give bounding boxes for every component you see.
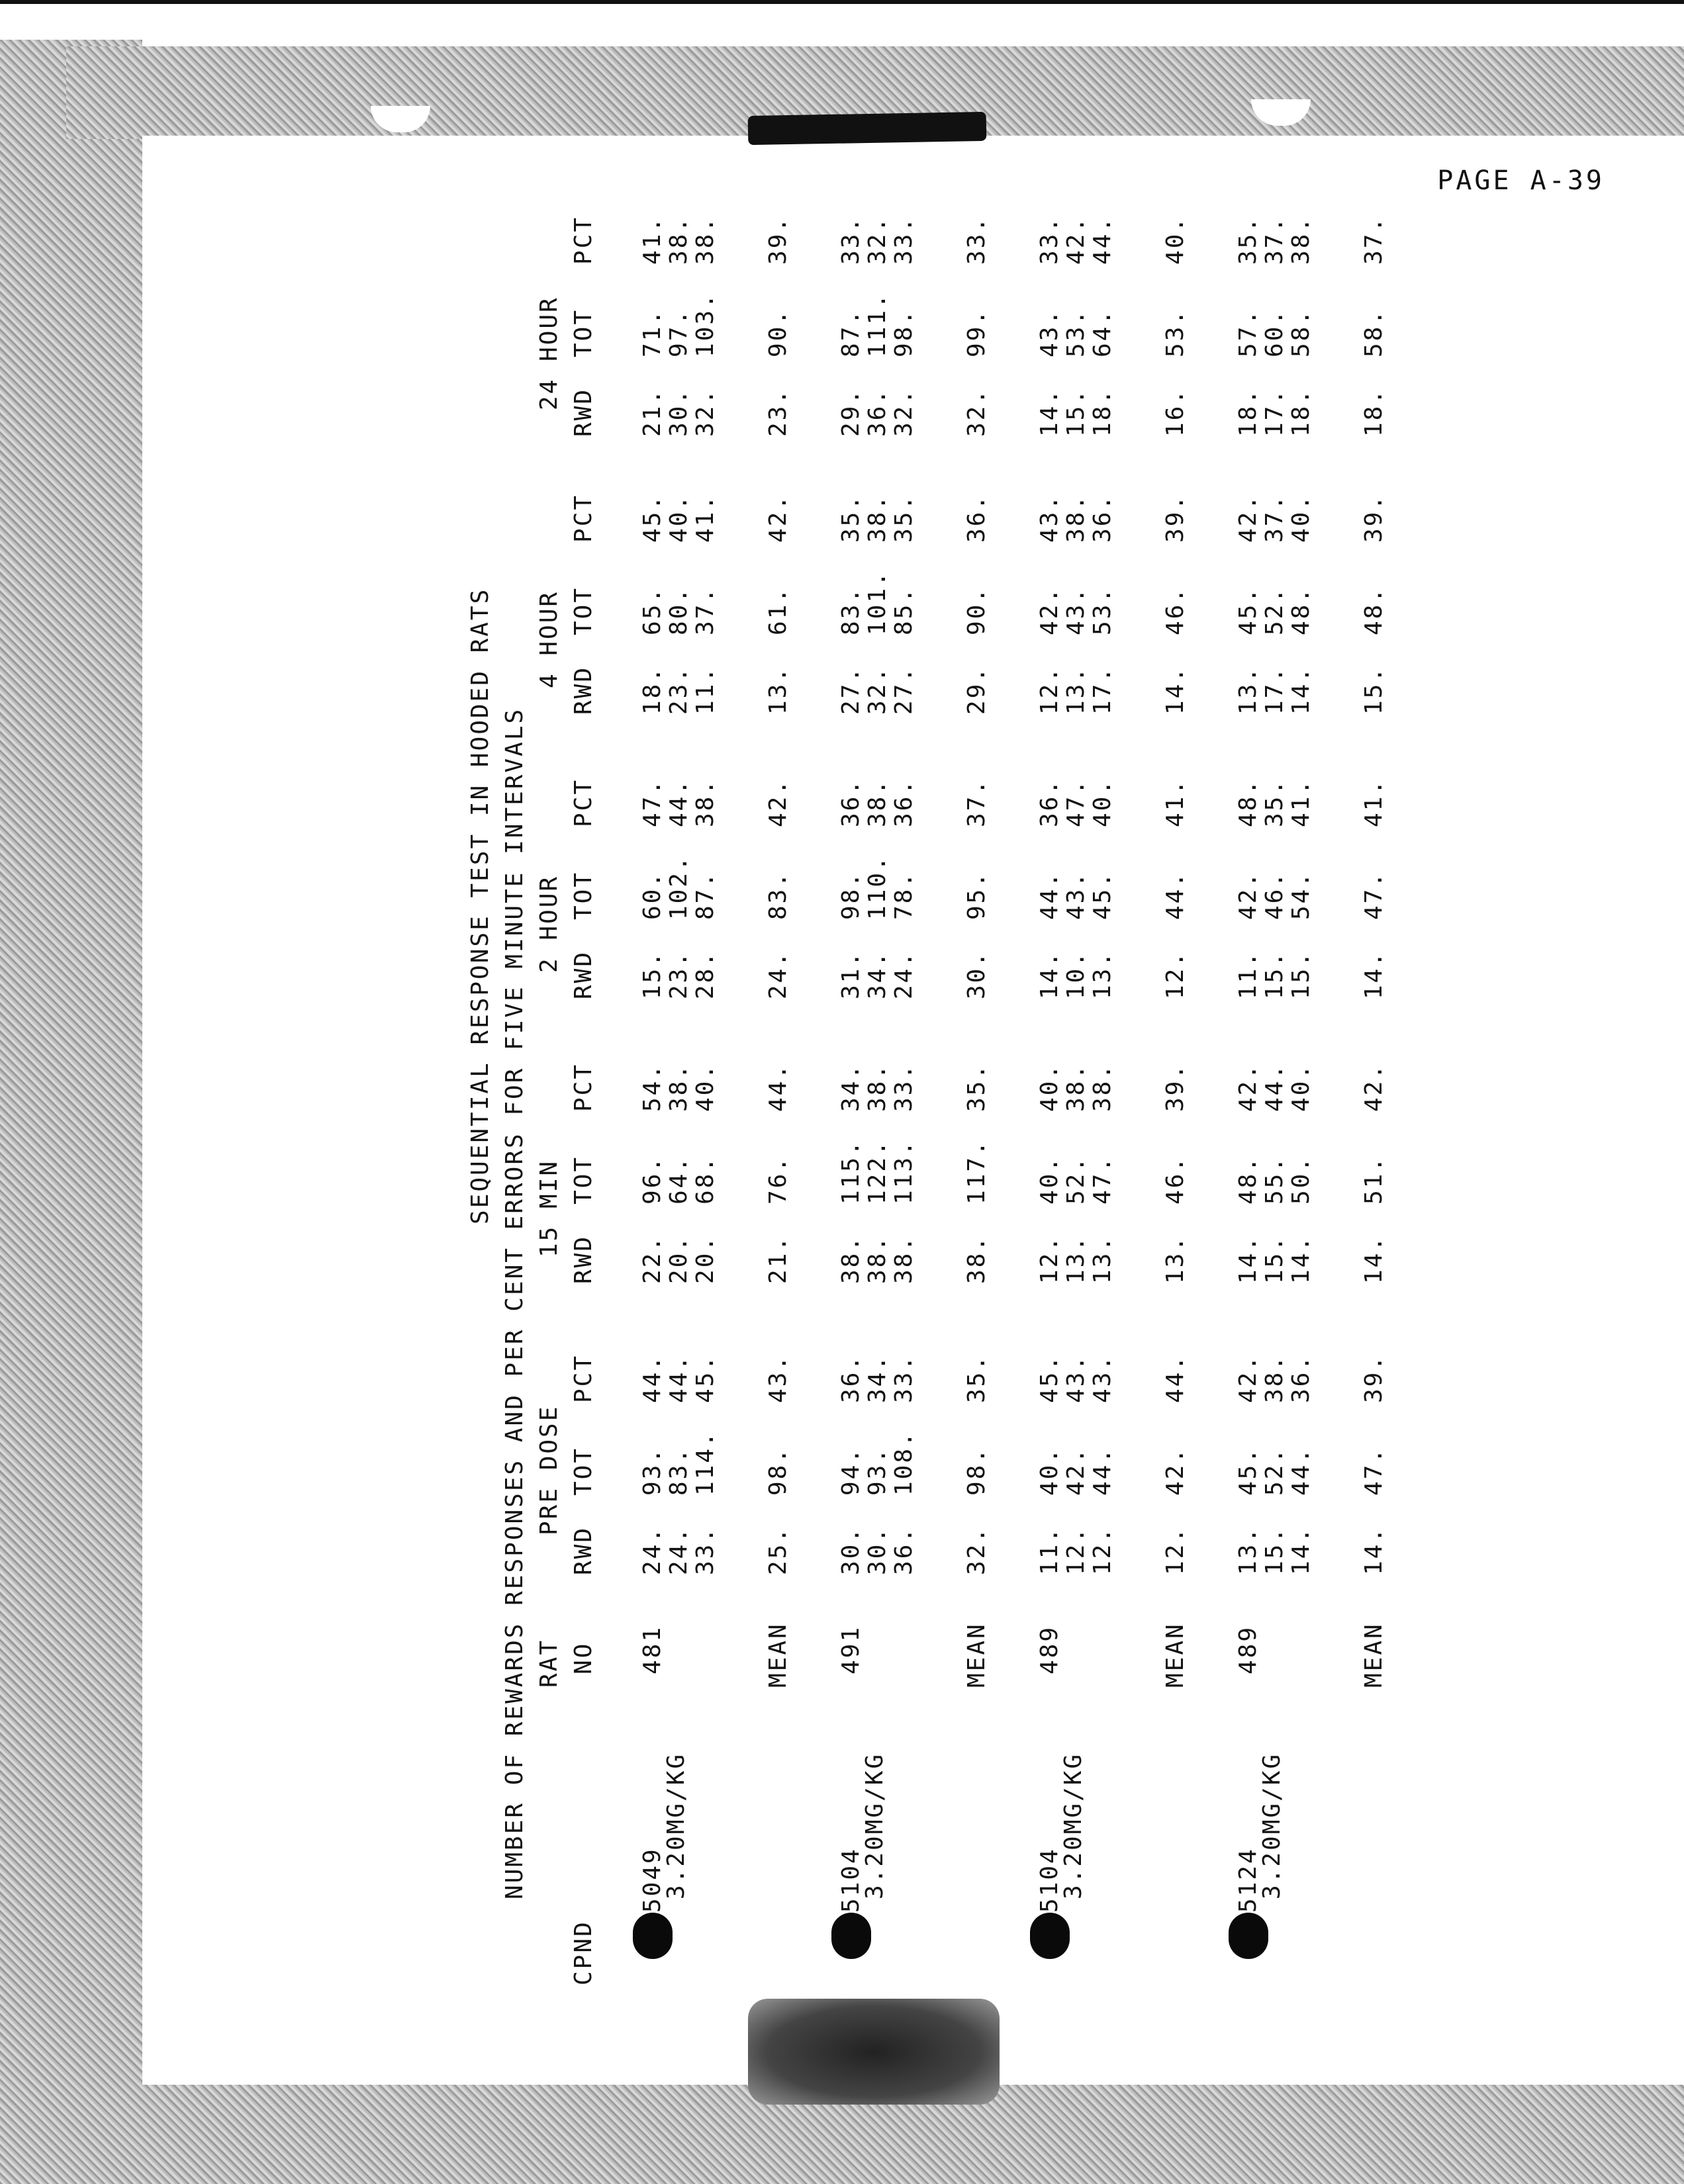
table-cell: 44.: [665, 1353, 692, 1403]
table-cell: 38.: [1062, 493, 1090, 543]
mean-cell: 15.: [1360, 665, 1387, 715]
table-cell: 11.: [692, 665, 719, 715]
table-cell: 11.: [1235, 950, 1262, 999]
rotated-table: [463, 215, 1417, 1985]
mean-cell: 53.: [1162, 308, 1189, 357]
table-cell: 122.: [864, 1139, 891, 1205]
table-cell: 54.: [1287, 870, 1315, 920]
mean-cell: 12.: [1162, 1525, 1189, 1575]
mean-cell: 95.: [963, 870, 990, 920]
tape-strip: [748, 112, 987, 145]
mean-cell: 76.: [765, 1155, 792, 1205]
mean-cell: 42.: [1162, 1446, 1189, 1496]
page-number: PAGE A-39: [1437, 165, 1605, 196]
mean-cell: 36.: [963, 493, 990, 543]
table-cell: 38.: [665, 215, 692, 265]
mean-cell: 25.: [765, 1525, 792, 1575]
table-cell: 38.: [692, 778, 719, 827]
table-cell: 12.: [1089, 1525, 1116, 1575]
header-cpnd: CPND: [570, 1920, 597, 1985]
table-cell: 43.: [1062, 870, 1090, 920]
table-cell: 22.: [639, 1234, 666, 1284]
mean-cell: 90.: [765, 308, 792, 357]
subheader-tot: TOT: [570, 1446, 597, 1496]
mean-label: MEAN: [963, 1622, 990, 1688]
subheader-tot: TOT: [570, 870, 597, 920]
table-cell: 53.: [1089, 586, 1116, 635]
compound-id: 5104: [837, 1847, 865, 1913]
header-rat: RAT: [536, 1638, 563, 1688]
table-cell: 110.: [864, 854, 891, 920]
top-rule: [0, 0, 1684, 17]
mean-cell: 40.: [1162, 215, 1189, 265]
mean-cell: 61.: [765, 586, 792, 635]
table-cell: 18.: [1089, 387, 1116, 437]
mean-cell: 51.: [1360, 1155, 1387, 1205]
table-cell: 64.: [665, 1155, 692, 1205]
table-cell: 17.: [1261, 387, 1288, 437]
table-cell: 33.: [890, 215, 917, 265]
table-cell: 40.: [1036, 1155, 1063, 1205]
table-cell: 33.: [692, 1525, 719, 1575]
subheader-pct: PCT: [570, 1062, 597, 1112]
mean-label: MEAN: [1162, 1622, 1189, 1688]
rat-number: 489: [1235, 1625, 1262, 1674]
table-cell: 44.: [1089, 1446, 1116, 1496]
table-cell: 24.: [639, 1525, 666, 1575]
table-cell: 38.: [890, 1234, 917, 1284]
table-cell: 12.: [1036, 665, 1063, 715]
mean-cell: 23.: [765, 387, 792, 437]
table-cell: 42.: [1062, 215, 1090, 265]
table-cell: 34.: [864, 950, 891, 999]
mean-cell: 39.: [1360, 1353, 1387, 1403]
subheader-rwd: RWD: [570, 1525, 597, 1575]
table-cell: 33.: [1036, 215, 1063, 265]
mean-cell: 99.: [963, 308, 990, 357]
table-cell: 14.: [1287, 1525, 1315, 1575]
mean-cell: 21.: [765, 1234, 792, 1284]
table-cell: 47.: [1062, 778, 1090, 827]
mean-cell: 39.: [1162, 493, 1189, 543]
table-cell: 45.: [1089, 870, 1116, 920]
mean-cell: 46.: [1162, 1155, 1189, 1205]
mean-cell: 29.: [963, 665, 990, 715]
mean-cell: 32.: [963, 1525, 990, 1575]
mean-cell: 42.: [765, 778, 792, 827]
table-cell: 35.: [837, 493, 865, 543]
table-cell: 37.: [1261, 215, 1288, 265]
table-cell: 18.: [1235, 387, 1262, 437]
table-cell: 15.: [1261, 950, 1288, 999]
table-cell: 15.: [639, 950, 666, 999]
table-cell: 30.: [837, 1525, 865, 1575]
table-cell: 102.: [665, 854, 692, 920]
table-cell: 52.: [1261, 586, 1288, 635]
table-cell: 57.: [1235, 308, 1262, 357]
table-cell: 43.: [1062, 1353, 1090, 1403]
table-cell: 98.: [890, 308, 917, 357]
table-cell: 60.: [1261, 308, 1288, 357]
table-cell: 36.: [890, 1525, 917, 1575]
mean-cell: 41.: [1162, 778, 1189, 827]
mean-cell: 44.: [1162, 870, 1189, 920]
table-cell: 53.: [1062, 308, 1090, 357]
mean-cell: 14.: [1360, 950, 1387, 999]
table-cell: 14.: [1036, 387, 1063, 437]
header-no: NO: [570, 1641, 597, 1674]
table-cell: 38.: [1287, 215, 1315, 265]
header-predose: PRE DOSE: [536, 1404, 563, 1535]
subheader-pct: PCT: [570, 1353, 597, 1403]
table-cell: 36.: [1036, 778, 1063, 827]
table-cell: 40.: [1036, 1062, 1063, 1112]
table-cell: 42.: [1062, 1446, 1090, 1496]
mean-cell: 39.: [1360, 493, 1387, 543]
compound-id: 5104: [1036, 1847, 1063, 1913]
header-2hour: 2 HOUR: [536, 874, 563, 973]
mean-cell: 13.: [1162, 1234, 1189, 1284]
table-cell: 32.: [864, 215, 891, 265]
table-cell: 55.: [1261, 1155, 1288, 1205]
redaction-mark: [1229, 1913, 1268, 1959]
subheader-pct: PCT: [570, 493, 597, 543]
table-cell: 93.: [639, 1446, 666, 1496]
mean-cell: 24.: [765, 950, 792, 999]
table-cell: 23.: [665, 950, 692, 999]
table-cell: 64.: [1089, 308, 1116, 357]
table-cell: 40.: [1287, 493, 1315, 543]
mean-cell: 32.: [963, 387, 990, 437]
mean-cell: 14.: [1360, 1234, 1387, 1284]
mean-cell: 44.: [1162, 1353, 1189, 1403]
table-cell: 83.: [837, 586, 865, 635]
subheader-rwd: RWD: [570, 950, 597, 999]
subheader-rwd: RWD: [570, 387, 597, 437]
table-cell: 12.: [1062, 1525, 1090, 1575]
table-cell: 13.: [1089, 950, 1116, 999]
table-cell: 44.: [1287, 1446, 1315, 1496]
mean-cell: 37.: [963, 778, 990, 827]
table-cell: 65.: [639, 586, 666, 635]
mean-cell: 83.: [765, 870, 792, 920]
table-cell: 103.: [692, 292, 719, 357]
table-cell: 52.: [1261, 1446, 1288, 1496]
table-cell: 60.: [639, 870, 666, 920]
table-cell: 40.: [665, 493, 692, 543]
table-cell: 52.: [1062, 1155, 1090, 1205]
table-cell: 34.: [837, 1062, 865, 1112]
table-cell: 47.: [639, 778, 666, 827]
table-cell: 13.: [1235, 665, 1262, 715]
table-cell: 13.: [1062, 665, 1090, 715]
table-cell: 17.: [1089, 665, 1116, 715]
table-cell: 44.: [665, 778, 692, 827]
table-cell: 32.: [692, 387, 719, 437]
mean-cell: 16.: [1162, 387, 1189, 437]
table-cell: 38.: [692, 215, 719, 265]
table-cell: 15.: [1261, 1525, 1288, 1575]
table-cell: 36.: [837, 1353, 865, 1403]
table-cell: 40.: [692, 1062, 719, 1112]
table-cell: 45.: [639, 493, 666, 543]
table-cell: 33.: [837, 215, 865, 265]
table-cell: 101.: [864, 570, 891, 635]
table-cell: 78.: [890, 870, 917, 920]
mean-cell: 13.: [765, 665, 792, 715]
mean-cell: 18.: [1360, 387, 1387, 437]
subheader-tot: TOT: [570, 1155, 597, 1205]
table-cell: 113.: [890, 1139, 917, 1205]
table-cell: 41.: [692, 493, 719, 543]
table-cell: 43.: [1062, 586, 1090, 635]
table-subtitle: NUMBER OF REWARDS RESPONSES AND PER CENT ERRORS FOR FIVE MINUTE INTERVALS: [501, 707, 528, 1899]
table-cell: 14.: [1287, 665, 1315, 715]
mean-label: MEAN: [765, 1622, 792, 1688]
table-cell: 97.: [665, 308, 692, 357]
table-cell: 44.: [1261, 1062, 1288, 1112]
table-cell: 36.: [837, 778, 865, 827]
table-cell: 40.: [1089, 778, 1116, 827]
table-cell: 20.: [692, 1234, 719, 1284]
table-cell: 44.: [1089, 215, 1116, 265]
table-cell: 35.: [890, 493, 917, 543]
table-cell: 46.: [1261, 870, 1288, 920]
mean-cell: 39.: [765, 215, 792, 265]
table-cell: 33.: [890, 1353, 917, 1403]
table-cell: 93.: [864, 1446, 891, 1496]
table-cell: 37.: [692, 586, 719, 635]
table-cell: 108.: [890, 1430, 917, 1496]
compound-dose: 3.20MG/KG: [861, 1752, 888, 1899]
rat-number: 489: [1036, 1625, 1063, 1674]
table-cell: 94.: [837, 1446, 865, 1496]
table-cell: 11.: [1036, 1525, 1063, 1575]
table-cell: 87.: [692, 870, 719, 920]
mean-cell: 42.: [1360, 1062, 1387, 1112]
table-cell: 38.: [864, 1062, 891, 1112]
table-cell: 36.: [864, 387, 891, 437]
redaction-mark: [1030, 1913, 1070, 1959]
mean-cell: 98.: [765, 1446, 792, 1496]
redaction-smudge: [748, 1999, 1000, 2105]
table-cell: 80.: [665, 586, 692, 635]
table-cell: 96.: [639, 1155, 666, 1205]
table-cell: 35.: [1235, 215, 1262, 265]
table-cell: 30.: [864, 1525, 891, 1575]
table-cell: 30.: [665, 387, 692, 437]
table-cell: 31.: [837, 950, 865, 999]
table-cell: 36.: [1089, 493, 1116, 543]
table-cell: 114.: [692, 1430, 719, 1496]
table-cell: 28.: [692, 950, 719, 999]
table-cell: 13.: [1062, 1234, 1090, 1284]
table-cell: 48.: [1235, 1155, 1262, 1205]
table-cell: 83.: [665, 1446, 692, 1496]
table-cell: 43.: [1036, 493, 1063, 543]
table-cell: 38.: [1089, 1062, 1116, 1112]
table-cell: 38.: [864, 493, 891, 543]
compound-id: 5049: [639, 1847, 666, 1913]
table-cell: 14.: [1235, 1234, 1262, 1284]
table-cell: 15.: [1062, 387, 1090, 437]
mean-cell: 37.: [1360, 215, 1387, 265]
table-cell: 32.: [864, 665, 891, 715]
mean-cell: 43.: [765, 1353, 792, 1403]
table-cell: 40.: [1036, 1446, 1063, 1496]
table-cell: 98.: [837, 870, 865, 920]
table-cell: 18.: [639, 665, 666, 715]
table-cell: 34.: [864, 1353, 891, 1403]
table-cell: 85.: [890, 586, 917, 635]
table-cell: 36.: [890, 778, 917, 827]
subheader-rwd: RWD: [570, 665, 597, 715]
table-cell: 20.: [665, 1234, 692, 1284]
table-cell: 47.: [1089, 1155, 1116, 1205]
mean-label: MEAN: [1360, 1622, 1387, 1688]
table-cell: 29.: [837, 387, 865, 437]
table-cell: 38.: [864, 778, 891, 827]
table-cell: 43.: [1036, 308, 1063, 357]
compound-id: 5124: [1235, 1847, 1262, 1913]
redaction-mark: [831, 1913, 871, 1959]
table-cell: 38.: [1261, 1353, 1288, 1403]
subheader-tot: TOT: [570, 308, 597, 357]
mean-cell: 42.: [765, 493, 792, 543]
table-cell: 38.: [864, 1234, 891, 1284]
table-cell: 23.: [665, 665, 692, 715]
subheader-pct: PCT: [570, 778, 597, 827]
table-cell: 13.: [1089, 1234, 1116, 1284]
table-cell: 68.: [692, 1155, 719, 1205]
mean-cell: 47.: [1360, 870, 1387, 920]
table-cell: 43.: [1089, 1353, 1116, 1403]
table-cell: 41.: [1287, 778, 1315, 827]
rat-number: 481: [639, 1625, 666, 1674]
compound-dose: 3.20MG/KG: [663, 1752, 690, 1899]
table-cell: 18.: [1287, 387, 1315, 437]
table-cell: 24.: [890, 950, 917, 999]
table-cell: 58.: [1287, 308, 1315, 357]
table-cell: 21.: [639, 387, 666, 437]
table-cell: 38.: [837, 1234, 865, 1284]
mean-cell: 35.: [963, 1062, 990, 1112]
table-cell: 71.: [639, 308, 666, 357]
table-cell: 50.: [1287, 1155, 1315, 1205]
table-cell: 45.: [1235, 586, 1262, 635]
table-cell: 33.: [890, 1062, 917, 1112]
table-cell: 13.: [1235, 1525, 1262, 1575]
mean-cell: 98.: [963, 1446, 990, 1496]
table-cell: 10.: [1062, 950, 1090, 999]
compound-dose: 3.20MG/KG: [1060, 1752, 1087, 1899]
table-cell: 15.: [1287, 950, 1315, 999]
mean-cell: 12.: [1162, 950, 1189, 999]
mean-cell: 117.: [963, 1139, 990, 1205]
mean-cell: 46.: [1162, 586, 1189, 635]
table-cell: 38.: [1062, 1062, 1090, 1112]
table-cell: 44.: [639, 1353, 666, 1403]
table-cell: 42.: [1036, 586, 1063, 635]
mean-cell: 38.: [963, 1234, 990, 1284]
table-cell: 27.: [890, 665, 917, 715]
table-cell: 48.: [1287, 586, 1315, 635]
mean-cell: 33.: [963, 215, 990, 265]
table-cell: 36.: [1287, 1353, 1315, 1403]
table-cell: 40.: [1287, 1062, 1315, 1112]
mean-cell: 14.: [1360, 1525, 1387, 1575]
table-cell: 14.: [1287, 1234, 1315, 1284]
mean-cell: 30.: [963, 950, 990, 999]
table-cell: 32.: [890, 387, 917, 437]
header-15min: 15 MIN: [536, 1159, 563, 1257]
mean-cell: 44.: [765, 1062, 792, 1112]
table-cell: 12.: [1036, 1234, 1063, 1284]
mean-cell: 47.: [1360, 1446, 1387, 1496]
mean-cell: 39.: [1162, 1062, 1189, 1112]
table-cell: 17.: [1261, 665, 1288, 715]
table-title: SEQUENTIAL RESPONSE TEST IN HOODED RATS: [467, 587, 494, 1224]
table-cell: 45.: [692, 1353, 719, 1403]
table-cell: 87.: [837, 308, 865, 357]
table-cell: 45.: [1036, 1353, 1063, 1403]
header-24hour: 24 HOUR: [536, 296, 563, 410]
table-cell: 41.: [639, 215, 666, 265]
table-cell: 44.: [1036, 870, 1063, 920]
subheader-rwd: RWD: [570, 1234, 597, 1284]
table-cell: 27.: [837, 665, 865, 715]
mean-cell: 14.: [1162, 665, 1189, 715]
table-cell: 111.: [864, 292, 891, 357]
mean-cell: 90.: [963, 586, 990, 635]
table-cell: 35.: [1261, 778, 1288, 827]
subheader-tot: TOT: [570, 586, 597, 635]
compound-dose: 3.20MG/KG: [1258, 1752, 1286, 1899]
table-cell: 42.: [1235, 1353, 1262, 1403]
table-cell: 15.: [1261, 1234, 1288, 1284]
subheader-pct: PCT: [570, 215, 597, 265]
mean-cell: 58.: [1360, 308, 1387, 357]
scan-edge-left: [0, 40, 142, 2184]
table-cell: 37.: [1261, 493, 1288, 543]
table-cell: 42.: [1235, 1062, 1262, 1112]
table-cell: 24.: [665, 1525, 692, 1575]
table-cell: 54.: [639, 1062, 666, 1112]
rat-number: 491: [837, 1625, 865, 1674]
table-cell: 14.: [1036, 950, 1063, 999]
redaction-mark: [633, 1913, 673, 1959]
table-cell: 42.: [1235, 493, 1262, 543]
header-4hour: 4 HOUR: [536, 590, 563, 688]
table-cell: 115.: [837, 1139, 865, 1205]
mean-cell: 41.: [1360, 778, 1387, 827]
table-cell: 45.: [1235, 1446, 1262, 1496]
mean-cell: 35.: [963, 1353, 990, 1403]
table-cell: 42.: [1235, 870, 1262, 920]
table-cell: 38.: [665, 1062, 692, 1112]
table-cell: 48.: [1235, 778, 1262, 827]
mean-cell: 48.: [1360, 586, 1387, 635]
